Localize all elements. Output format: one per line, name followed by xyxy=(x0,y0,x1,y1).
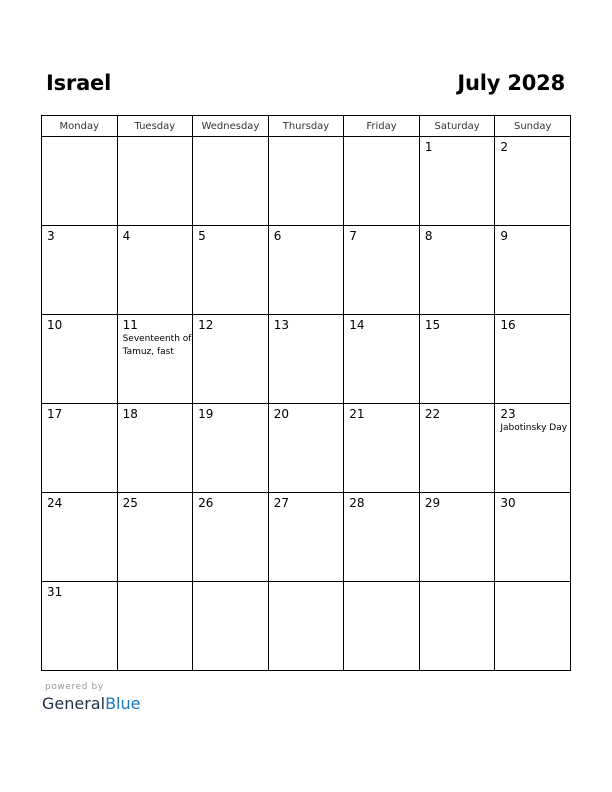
week-row xyxy=(42,582,571,671)
empty-day-cell xyxy=(117,137,193,226)
weekday-header: Sunday xyxy=(495,116,571,137)
empty-day-cell xyxy=(344,582,420,671)
day-number: 21 xyxy=(349,407,365,421)
week-row xyxy=(42,315,571,404)
weekday-header: Tuesday xyxy=(117,116,193,137)
day-cell xyxy=(495,315,571,404)
weekday-header: Friday xyxy=(344,116,420,137)
day-cell xyxy=(117,404,193,493)
day-cell xyxy=(419,315,495,404)
day-number: 9 xyxy=(500,229,509,243)
day-number: 25 xyxy=(122,496,138,510)
day-cell xyxy=(117,315,193,404)
empty-day-cell xyxy=(117,582,193,671)
day-cell xyxy=(268,493,344,582)
day-cell xyxy=(193,315,269,404)
day-number: 13 xyxy=(273,318,289,332)
day-number: 14 xyxy=(349,318,365,332)
holiday-event: Seventeenth of Tamuz, fast xyxy=(122,334,192,357)
day-cell xyxy=(268,315,344,404)
day-cell xyxy=(344,226,420,315)
day-cell xyxy=(193,493,269,582)
day-number: 3 xyxy=(47,229,55,243)
brand-general: General xyxy=(42,694,106,713)
day-cell xyxy=(419,404,495,493)
day-number: 10 xyxy=(47,318,63,332)
weekday-header-row xyxy=(42,116,571,137)
brand-blue: Blue xyxy=(105,694,141,713)
day-number: 4 xyxy=(122,229,131,243)
day-number: 23 xyxy=(500,407,516,421)
country-title: Israel xyxy=(46,71,112,95)
empty-day-cell xyxy=(42,137,118,226)
day-number: 7 xyxy=(349,229,357,243)
powered-by-label: powered by xyxy=(45,682,104,692)
empty-day-cell xyxy=(268,137,344,226)
day-cell xyxy=(42,226,118,315)
day-number: 8 xyxy=(424,229,433,243)
day-number: 15 xyxy=(424,318,441,332)
day-cell xyxy=(495,493,571,582)
day-cell xyxy=(117,226,193,315)
week-row xyxy=(42,226,571,315)
day-cell xyxy=(268,226,344,315)
day-cell xyxy=(344,493,420,582)
week-row xyxy=(42,404,571,493)
day-cell xyxy=(42,493,118,582)
day-cell xyxy=(42,315,118,404)
day-cell xyxy=(495,137,571,226)
day-cell xyxy=(344,315,420,404)
day-cell xyxy=(419,226,495,315)
day-cell xyxy=(42,582,118,671)
day-cell xyxy=(419,137,495,226)
day-cell xyxy=(117,493,193,582)
day-number: 19 xyxy=(198,407,214,421)
day-number: 20 xyxy=(273,407,289,421)
empty-day-cell xyxy=(495,582,571,671)
holiday-event: Jabotinsky Day xyxy=(500,423,568,433)
day-cell xyxy=(193,404,269,493)
empty-day-cell xyxy=(268,582,344,671)
week-row xyxy=(42,493,571,582)
day-number: 18 xyxy=(122,407,138,421)
day-number: 6 xyxy=(273,229,282,243)
day-number: 17 xyxy=(47,407,63,421)
day-number: 29 xyxy=(424,496,441,510)
day-cell xyxy=(495,226,571,315)
day-number: 16 xyxy=(500,318,516,332)
day-number: 5 xyxy=(198,229,206,243)
day-number: 28 xyxy=(349,496,365,510)
weekday-header: Thursday xyxy=(268,116,344,137)
day-cell xyxy=(344,404,420,493)
day-cell xyxy=(42,404,118,493)
day-number: 31 xyxy=(47,585,63,599)
empty-day-cell xyxy=(193,582,269,671)
weekday-header: Monday xyxy=(42,116,118,137)
day-number: 12 xyxy=(198,318,214,332)
day-number: 22 xyxy=(424,407,441,421)
day-cell xyxy=(268,404,344,493)
month-title: July 2028 xyxy=(457,71,565,95)
day-number: 2 xyxy=(500,140,509,154)
day-cell xyxy=(419,493,495,582)
day-cell xyxy=(193,226,269,315)
empty-day-cell xyxy=(193,137,269,226)
empty-day-cell xyxy=(344,137,420,226)
brand-logo[interactable] xyxy=(42,694,140,713)
day-number: 27 xyxy=(273,496,289,510)
calendar-grid xyxy=(41,115,571,671)
weekday-header: Wednesday xyxy=(193,116,269,137)
day-number: 11 xyxy=(122,318,138,332)
day-number: 1 xyxy=(424,140,433,154)
day-number: 24 xyxy=(47,496,63,510)
day-number: 30 xyxy=(500,496,516,510)
day-cell xyxy=(495,404,571,493)
week-row xyxy=(42,137,571,226)
empty-day-cell xyxy=(419,582,495,671)
day-number: 26 xyxy=(198,496,214,510)
weekday-header: Saturday xyxy=(419,116,495,137)
